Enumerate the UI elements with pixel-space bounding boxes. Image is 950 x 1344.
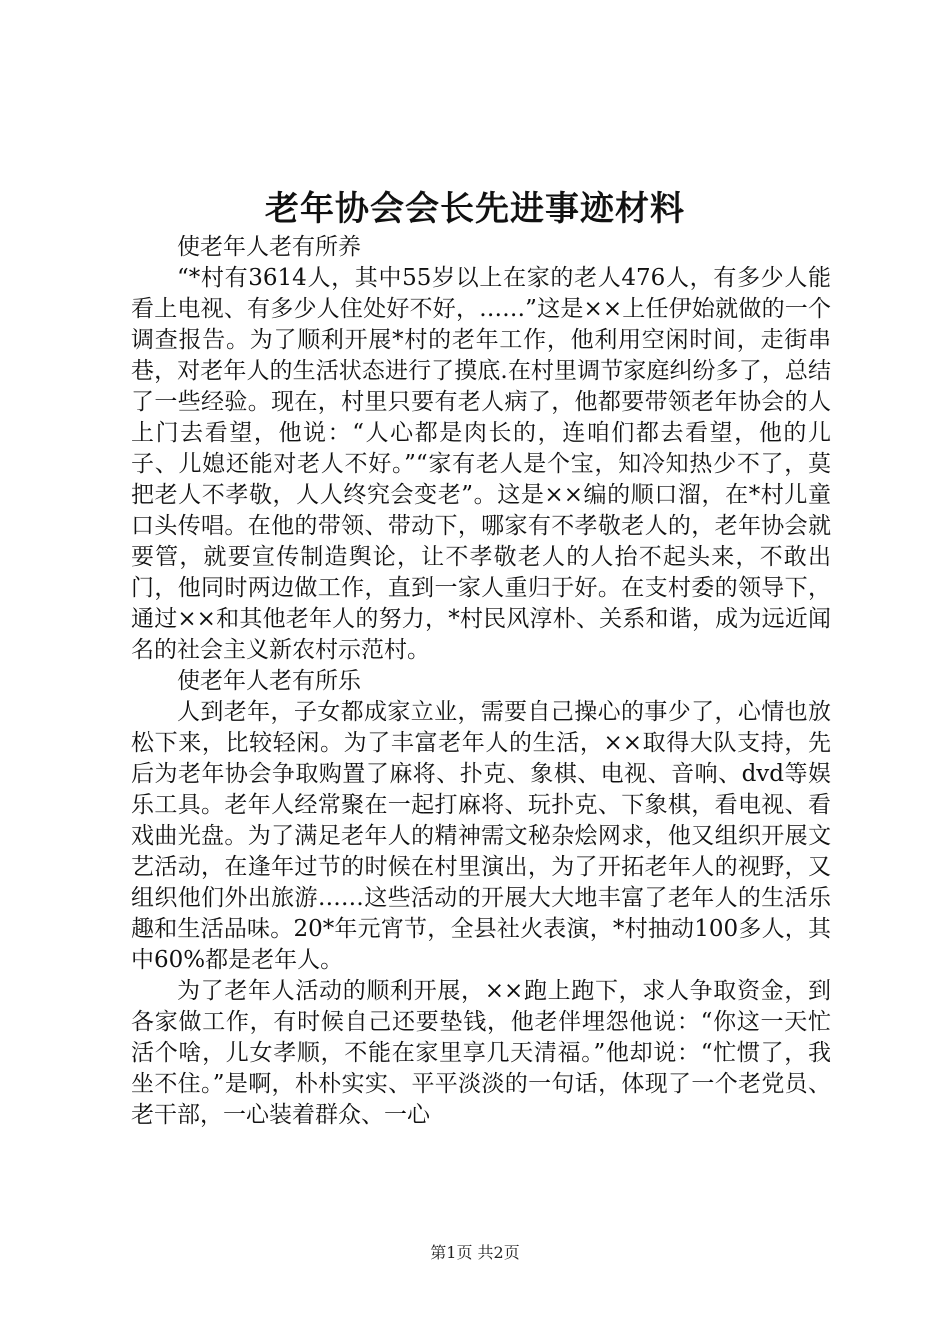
paragraph-effort: 为了老年人活动的顺利开展，××跑上跑下，求人争取资金，到各家做工作，有时候自己还要垫钱，他老伴埋怨他说：“你这一天忙活个啥，儿女孝顺，不能在家里享几天清福。”他却说：“忙惯了，我坐不住。”是啊，朴朴实实、平平淡淡的一句话，体现了一个老党员、老干部，一心装着群众、一心 [131,978,831,1128]
paragraph-care: “*村有3614人，其中55岁以上在家的老人476人，有多少人能看上电视、有多少人住处好不好，……”这是××上任伊始就做的一个调查报告。为了顺利开展*村的老年工作，他利用空闲时间，走街串巷，对老年人的生活状态进行了摸底.在村里调节家庭纠纷多了，总结了一些经验。现在，村里只要有老人病了，他都要带领老年协会的人上门去看望，他说：“人心都是肉长的，连咱们都去看望，他的儿子、儿媳还能对老人不好。”“家有老人是个宝，知冷知热少不了，莫把老人不孝敬，人人终究会变老”。这是××编的顺口溜，在*村儿童口头传唱。在他的带领、带动下，哪家有不孝敬老人的，老年协会就要管，就要宣传制造舆论，让不孝敬老人的人抬不起头来，不敢出门，他同时两边做工作，直到一家人重归于好。在支村委的领导下，通过××和其他老年人的努力，*村民风淳朴、关系和谐，成为远近闻名的社会主义新农村示范村。 [131,265,831,663]
document-title: 老年协会会长先进事迹材料 [265,189,685,229]
page-number-footer: 第1页 共2页 [430,1243,520,1262]
paragraph-joy: 人到老年，子女都成家立业，需要自己操心的事少了，心情也放松下来，比较轻闲。为了丰富老年人的生活，××取得大队支持，先后为老年协会争取购置了麻将、扑克、象棋、电视、音响、dvd等娱乐工具。老年人经常聚在一起打麻将、玩扑克、下象棋，看电视、看戏曲光盘。为了满足老年人的精神需文秘杂烩网求，他又组织开展文艺活动，在逢年过节的时候在村里演出，为了开拓老年人的视野，又组织他们外出旅游……这些活动的开展大大地丰富了老年人的生活乐趣和生活品味。20*年元宵节，全县社火表演，*村抽动100多人，其中60%都是老年人。 [131,699,831,973]
document-body [131,232,831,1131]
section-heading-care: 使老年人老有所养 [177,234,361,260]
section-heading-joy: 使老年人老有所乐 [177,668,361,694]
